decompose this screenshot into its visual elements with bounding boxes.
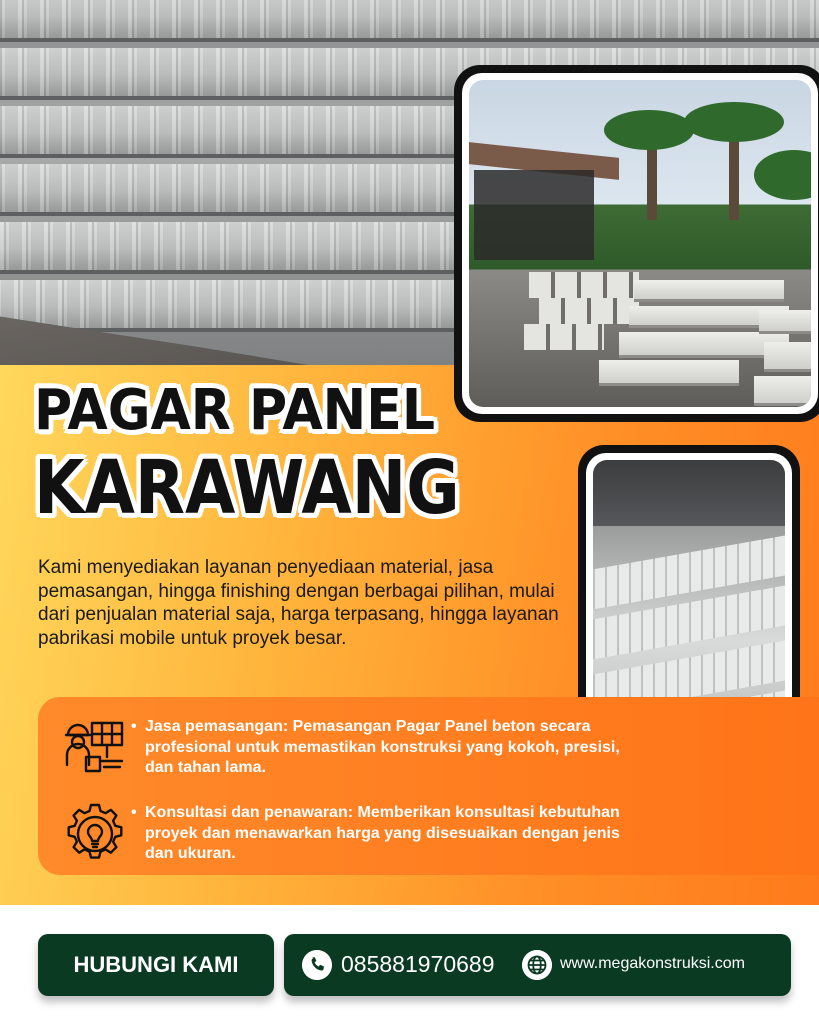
- contact-info-bar: [284, 934, 791, 996]
- globe-icon: [522, 950, 552, 980]
- phone-number[interactable]: 085881970689: [341, 951, 495, 977]
- gear-lightbulb-icon: [62, 801, 128, 867]
- photo-factory-yard: [469, 80, 811, 407]
- website-url[interactable]: www.megakonstruksi.com: [560, 955, 745, 972]
- service-text-installation: • Jasa pemasangan: Pemasangan Pagar Panel beton secara profesional untuk memastikan konstruksi yang kokoh, presisi, dan tahan lama.: [145, 717, 625, 779]
- photo-frame-yard: [454, 65, 819, 422]
- services-box: [38, 697, 819, 875]
- contact-us-button[interactable]: HUBUNGI KAMI: [38, 934, 274, 996]
- headline-line-2: KARAWANG: [34, 445, 460, 531]
- footer: [0, 905, 819, 1024]
- description-text: Kami menyediakan layanan penyediaan material, jasa pemasangan, hingga finishing dengan berbagai pilihan, mulai dari penjualan material saja, harga terpasang, hingga layanan pabrikasi mobile untuk proyek besar.: [38, 557, 559, 649]
- headline-line-1: PAGAR PANEL: [34, 378, 436, 443]
- service-text-consultation: • Konsultasi dan penawaran: Memberikan konsultasi kebutuhan proyek dan menawarkan harga yang disesuaikan dengan jenis dan ukuran.: [145, 803, 625, 865]
- phone-icon: [302, 950, 332, 980]
- worker-icon: [62, 715, 128, 781]
